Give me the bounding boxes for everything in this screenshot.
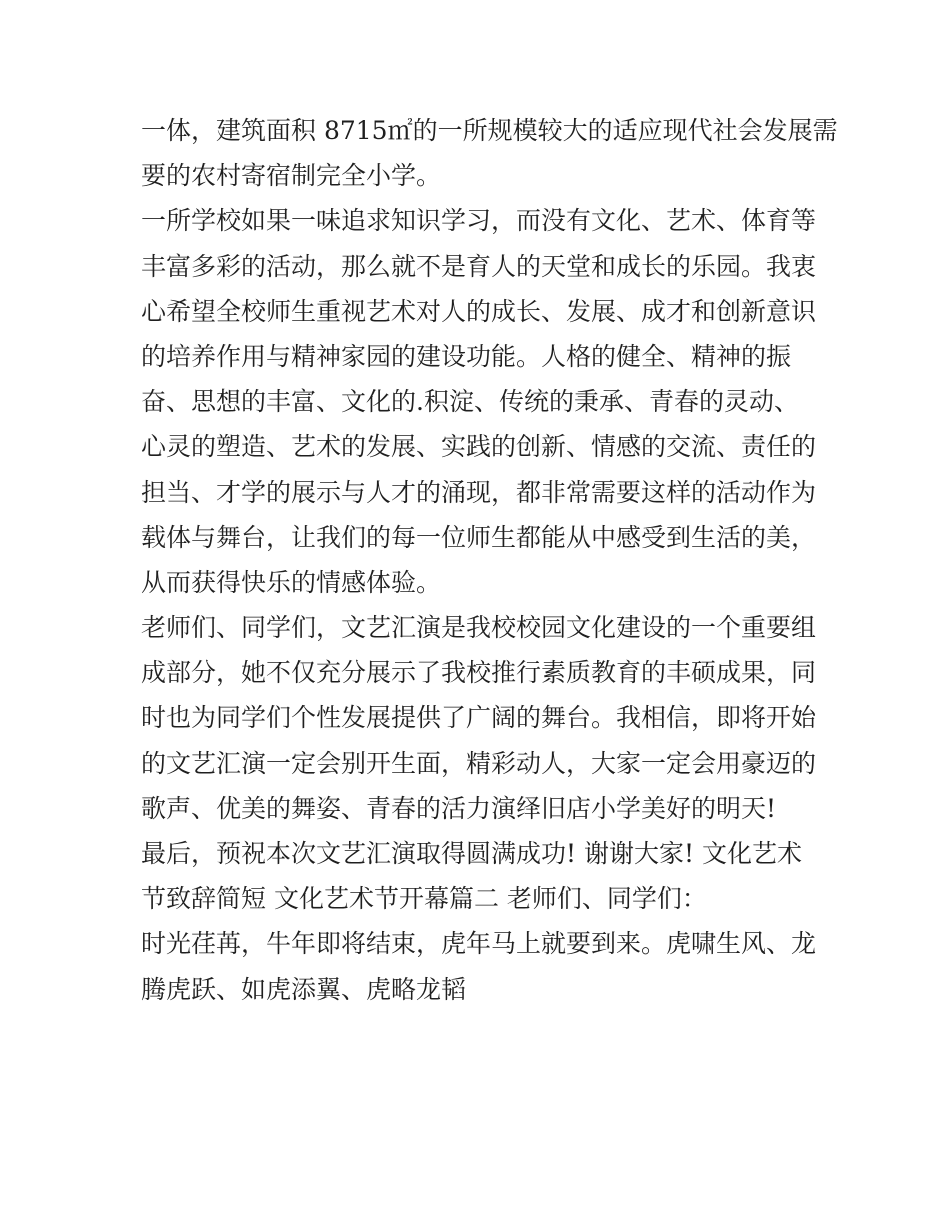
text-line: 节致辞简短 文化艺术节开幕篇二 老师们、同学们： <box>141 884 707 914</box>
text-line: 时光荏苒，牛年即将结束，虎年马上就要到来。虎啸生风、龙 <box>141 929 817 959</box>
text-line: 时也为同学们个性发展提供了广阔的舞台。我相信，即将开始 <box>141 703 817 733</box>
text-line: 老师们、同学们，文艺汇演是我校校园文化建设的一个重要组 <box>141 613 817 643</box>
text-line: 心灵的塑造、艺术的发展、实践的创新、情感的交流、责任的 <box>141 432 817 462</box>
text-line: 最后，预祝本次文艺汇演取得圆满成功! 谢谢大家! 文化艺术 <box>141 839 802 868</box>
text-line: 要的农村寄宿制完全小学。 <box>141 161 442 191</box>
text-line: 从而获得快乐的情感体验。 <box>141 567 442 597</box>
text-line: 担当、才学的展示与人才的涌现，都非常需要这样的活动作为 <box>141 477 817 507</box>
text-line: 腾虎跃、如虎添翼、虎略龙韬 <box>141 974 467 1004</box>
text-line: 一体，建筑面积 8715㎡的一所规模较大的适应现代社会发展需 <box>141 116 838 145</box>
text-line: 成部分，她不仅充分展示了我校推行素质教育的丰硕成果，同 <box>141 658 817 688</box>
text-line: 一所学校如果一味追求知识学习，而没有文化、艺术、体育等 <box>141 206 817 236</box>
text-line: 歌声、优美的舞姿、青春的活力演绎旧店小学美好的明天! <box>141 793 777 823</box>
text-line: 的培养作用与精神家园的建设功能。人格的健全、精神的振 <box>141 341 792 371</box>
text-line: 载体与舞台，让我们的每一位师生都能从中感受到生活的美， <box>141 522 817 552</box>
document-body <box>141 108 838 1012</box>
text-line: 的文艺汇演一定会别开生面，精彩动人，大家一定会用豪迈的 <box>141 748 817 778</box>
text-line: 丰富多彩的活动，那么就不是育人的天堂和成长的乐园。我衷 <box>141 251 817 281</box>
text-line: 奋、思想的丰富、文化的.积淀、传统的秉承、青春的灵动、 <box>141 387 799 417</box>
text-line: 心希望全校师生重视艺术对人的成长、发展、成才和创新意识 <box>141 296 817 326</box>
